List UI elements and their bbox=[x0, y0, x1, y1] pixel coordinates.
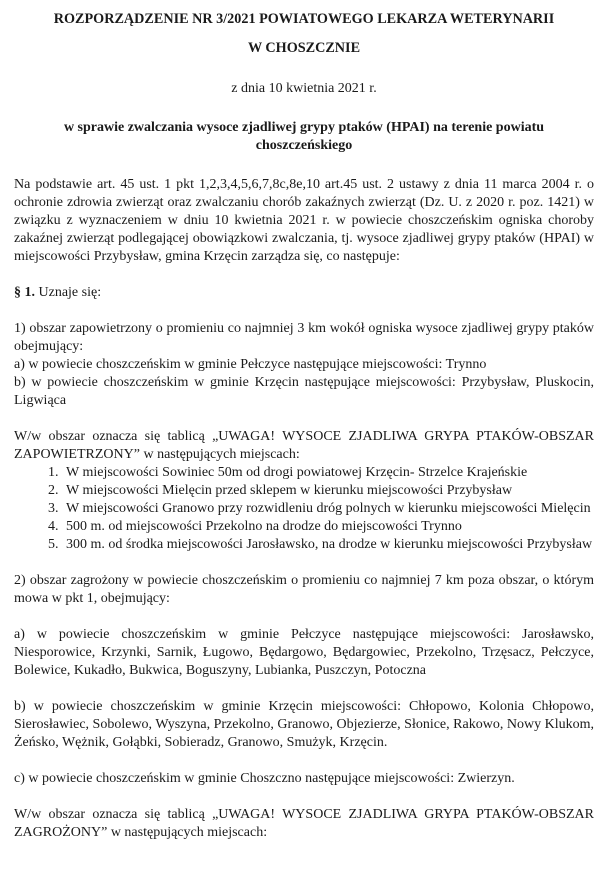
list-item: 2. W miejscowości Mielęcin przed sklepem w kierunku miejscowości Przybysław bbox=[62, 482, 594, 500]
zone1-sign-places bbox=[14, 464, 594, 554]
document-date: z dnia 10 kwietnia 2021 r. bbox=[231, 81, 377, 96]
list-item: 1. W miejscowości Sowiniec 50m od drogi powiatowej Krzęcin- Strzelce Krajeńskie bbox=[62, 464, 594, 482]
zone2-item-c: c) w powiecie choszczeńskim w gminie Choszczno następujące miejscowości: Zwierzyn. bbox=[14, 771, 515, 786]
zone1-item-a: a) w powiecie choszczeńskim w gminie Pełczyce następujące miejscowości: Trynno bbox=[14, 357, 487, 372]
section-1-text: Uznaje się: bbox=[35, 285, 102, 300]
zone2-item-a: a) w powiecie choszczeńskim w gminie Pełczyce następujące miejscowości: Jarosławsko, Niesporowice, Krzynki, Sarnik, Ługowo, Będargowo, Będargowiec, Przekolno, Trzęsacz, Pełczyce, Bolewice, Kukadło, Bukwica, Boguszyny, Lubianka, Puszczyn, Potoczna bbox=[14, 627, 594, 678]
document-title-line1: ROZPORZĄDZENIE NR 3/2021 POWIATOWEGO LEKARZA WETERYNARII bbox=[53, 11, 555, 27]
document-subject: w sprawie zwalczania wysoce zjadliwej grypy ptaków (HPAI) na terenie powiatu choszczeńskiego bbox=[63, 120, 545, 153]
preamble-paragraph: Na podstawie art. 45 ust. 1 pkt 1,2,3,4,5,6,7,8c,8e,10 art.45 ust. 2 ustawy z dnia 11 marca 2004 r. o ochronie zdrowia zwierząt oraz zwalczaniu chorób zakaźnych zwierząt (Dz. U. z 2020 r. poz. 1421) w związku z wyznaczeniem w dniu 10 kwietnia 2021 r. w powiecie choszczeńskim ogniska choroby zakaźnej zwierząt podlegającej obowiązkowi zwalczania, tj. wysoce zjadliwej grypy ptaków (HPAI) w miejscowości Przybysław, gmina Krzęcin zarządza się, co następuje: bbox=[14, 177, 594, 264]
list-item: 5. 300 m. od środka miejscowości Jarosławsko, na drodze w kierunku miejscowości Przybysław bbox=[62, 536, 594, 554]
list-item: 3. W miejscowości Granowo przy rozwidleniu dróg polnych w kierunku miejscowości Mielęcin bbox=[62, 500, 594, 518]
section-1-label: § 1. bbox=[14, 285, 35, 300]
zone1-sign-intro: W/w obszar oznacza się tablicą „UWAGA! WYSOCE ZJADLIWA GRYPA PTAKÓW-OBSZAR ZAPOWIETRZONY” w następujących miejscach: bbox=[14, 429, 594, 462]
zone1-intro: 1) obszar zapowietrzony o promieniu co najmniej 3 km wokół ogniska wysoce zjadliwej grypy ptaków obejmujący: bbox=[14, 321, 594, 354]
zone2-item-b: b) w powiecie choszczeńskim w gminie Krzęcin miejscowości: Chłopowo, Kolonia Chłopowo, Sierosławiec, Sobolewo, Wyszyna, Przekolno, Granowo, Objezierze, Słonice, Rakowo, Nowy Klukom, Żeńsko, Wężnik, Gołąbki, Sobieradz, Granowo, Smużyk, Krzęcin. bbox=[14, 699, 594, 750]
section-1 bbox=[14, 284, 594, 302]
zone1-item-b: b) w powiecie choszczeńskim w gminie Krzęcin następujące miejscowości: Przybysław, Pluskocin, Ligwiąca bbox=[14, 375, 594, 408]
zone2-intro: 2) obszar zagrożony w powiecie choszczeńskim o promieniu co najmniej 7 km poza obszar, o którym mowa w pkt 1, obejmujący: bbox=[14, 573, 594, 606]
zone2-sign-intro: W/w obszar oznacza się tablicą „UWAGA! WYSOCE ZJADLIWA GRYPA PTAKÓW-OBSZAR ZAGROŻONY” w następujących miejscach: bbox=[14, 807, 594, 840]
document-title-line2: W CHOSZCZNIE bbox=[247, 40, 361, 56]
list-item: 4. 500 m. od miejscowości Przekolno na drodze do miejscowości Trynno bbox=[62, 518, 594, 536]
